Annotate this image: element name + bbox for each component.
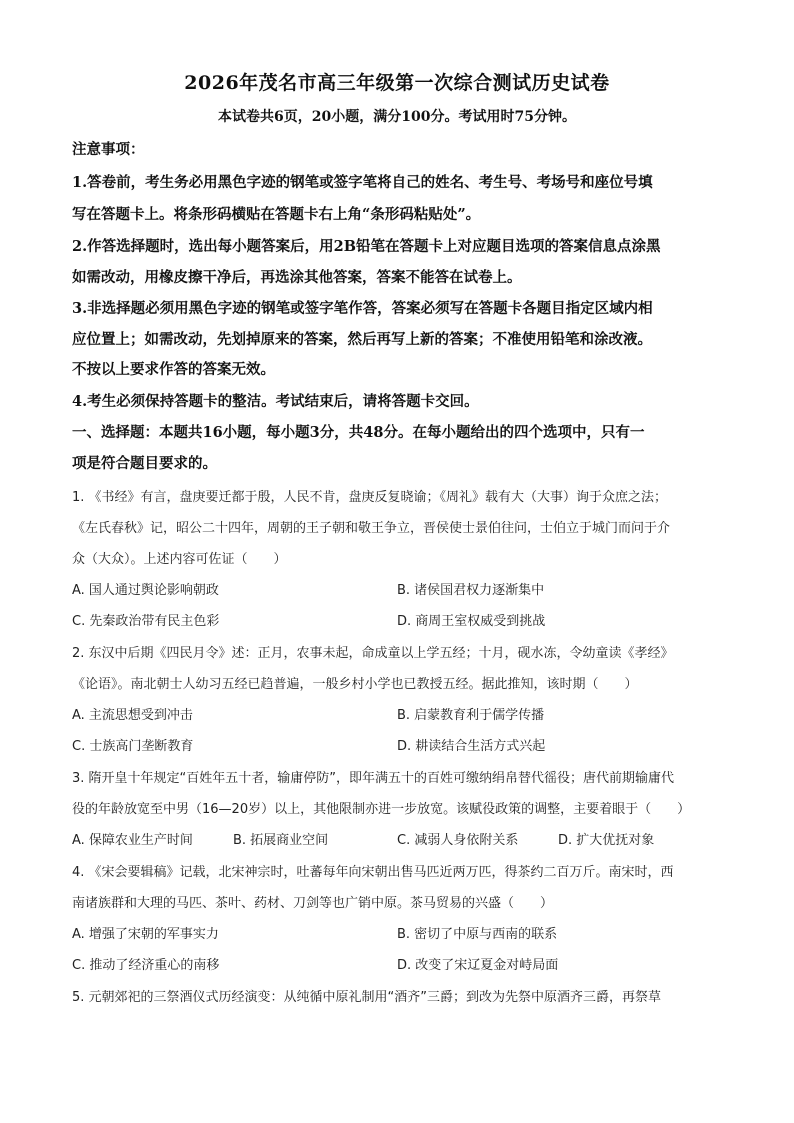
notice-heading: 注意事项： bbox=[72, 141, 145, 158]
exam-title: 2026年茂名市高三年级第一次综合测试历史试卷 bbox=[184, 72, 610, 94]
question-1-text: 1. 《书经》有言，盘庚要迁都于殷，人民不肯，盘庚反复晓谕；《周礼》载有大（大事）询于众庶之法； bbox=[72, 490, 668, 505]
question-2-option-c: C. 士族高门垄断教育 bbox=[72, 739, 194, 754]
notice-line: 应位置上；如需改动，先划掉原来的答案，然后再写上新的答案；不准使用铅笔和涂改液。 bbox=[72, 331, 652, 348]
question-1-text: 《左氏春秋》记，昭公二十四年，周朝的王子朝和敬王争立，晋侯使士景伯往问，士伯立于城门而问于介 bbox=[72, 521, 671, 536]
question-2-text: 2. 东汉中后期《四民月令》述：正月，农事未起，命成童以上学五经；十月，砚水冻，令幼童读《孝经》 bbox=[72, 646, 674, 661]
question-5-text: 5. 元朝郊祀的三祭酒仪式历经演变：从纯循中原礼制用“酒齐”三爵；到改为先祭中原酒齐三爵，再祭草 bbox=[72, 990, 662, 1005]
question-1-option-d: D. 商周王室权威受到挑战 bbox=[397, 614, 546, 629]
question-3-option-d: D. 扩大优抚对象 bbox=[558, 833, 655, 848]
question-3-option-b: B. 拓展商业空间 bbox=[233, 833, 329, 848]
question-1-option-b: B. 诸侯国君权力逐渐集中 bbox=[397, 583, 545, 598]
notice-line: 4.考生必须保持答题卡的整洁。考试结束后，请将答题卡交回。 bbox=[72, 393, 479, 410]
question-3-option-c: C. 减弱人身依附关系 bbox=[397, 833, 519, 848]
question-3-option-a: A. 保障农业生产时间 bbox=[72, 833, 193, 848]
question-4-option-a: A. 增强了宋朝的军事实力 bbox=[72, 927, 219, 942]
question-3-text: 役的年龄放宽至中男（16—20岁）以上，其他限制亦进一步放宽。该赋役政策的调整，主要着眼于（ ） bbox=[72, 802, 691, 817]
question-4-option-b: B. 密切了中原与西南的联系 bbox=[397, 927, 558, 942]
notice-line: 不按以上要求作答的答案无效。 bbox=[72, 361, 275, 378]
notice-line: 1.答卷前，考生务必用黑色字迹的钢笔或签字笔将自己的姓名、考生号、考场号和座位号填 bbox=[72, 174, 653, 191]
question-4-option-d: D. 改变了宋辽夏金对峙局面 bbox=[397, 958, 559, 973]
question-1-option-c: C. 先秦政治带有民主色彩 bbox=[72, 614, 220, 629]
question-1-text: 众（大众）。上述内容可佐证（ ） bbox=[72, 552, 287, 567]
question-1-option-a: A. 国人通过舆论影响朝政 bbox=[72, 583, 219, 598]
question-4-option-c: C. 推动了经济重心的南移 bbox=[72, 958, 220, 973]
question-2-option-a: A. 主流思想受到冲击 bbox=[72, 708, 193, 723]
question-2-option-b: B. 启蒙教育利于儒学传播 bbox=[397, 708, 545, 723]
notice-line: 如需改动，用橡皮擦干净后，再选涂其他答案，答案不能答在试卷上。 bbox=[72, 269, 522, 286]
section-heading: 项是符合题目要求的。 bbox=[72, 455, 217, 472]
notice-line: 3.非选择题必须用黑色字迹的钢笔或签字笔作答，答案必须写在答题卡各题目指定区域内相 bbox=[72, 300, 653, 317]
question-2-option-d: D. 耕读结合生活方式兴起 bbox=[397, 739, 546, 754]
question-4-text: 4. 《宋会要辑稿》记载，北宋神宗时，吐蕃每年向宋朝出售马匹近两万匹，得茶约二百万斤。南宋时，西 bbox=[72, 865, 674, 880]
notice-line: 2.作答选择题时，选出每小题答案后，用2B铅笔在答题卡上对应题目选项的答案信息点涂黑 bbox=[72, 238, 661, 255]
question-4-text: 南诸族群和大理的马匹、茶叶、药材、刀剑等也广销中原。茶马贸易的兴盛（ ） bbox=[72, 896, 554, 911]
question-2-text: 《论语》。南北朝士人幼习五经已趋普遍，一般乡村小学也已教授五经。据此推知，该时期（ ） bbox=[72, 677, 638, 692]
exam-subtitle: 本试卷共6页，20小题，满分100分。考试用时75分钟。 bbox=[218, 109, 576, 125]
notice-line: 写在答题卡上。将条形码横贴在答题卡右上角“条形码粘贴处”。 bbox=[72, 206, 481, 223]
question-3-text: 3. 隋开皇十年规定“百姓年五十者，输庸停防”，即年满五十的百姓可缴纳绢帛替代徭役；唐代前期输庸代 bbox=[72, 771, 675, 786]
section-heading: 一、选择题：本题共16小题，每小题3分，共48分。在每小题给出的四个选项中，只有一 bbox=[72, 424, 645, 441]
